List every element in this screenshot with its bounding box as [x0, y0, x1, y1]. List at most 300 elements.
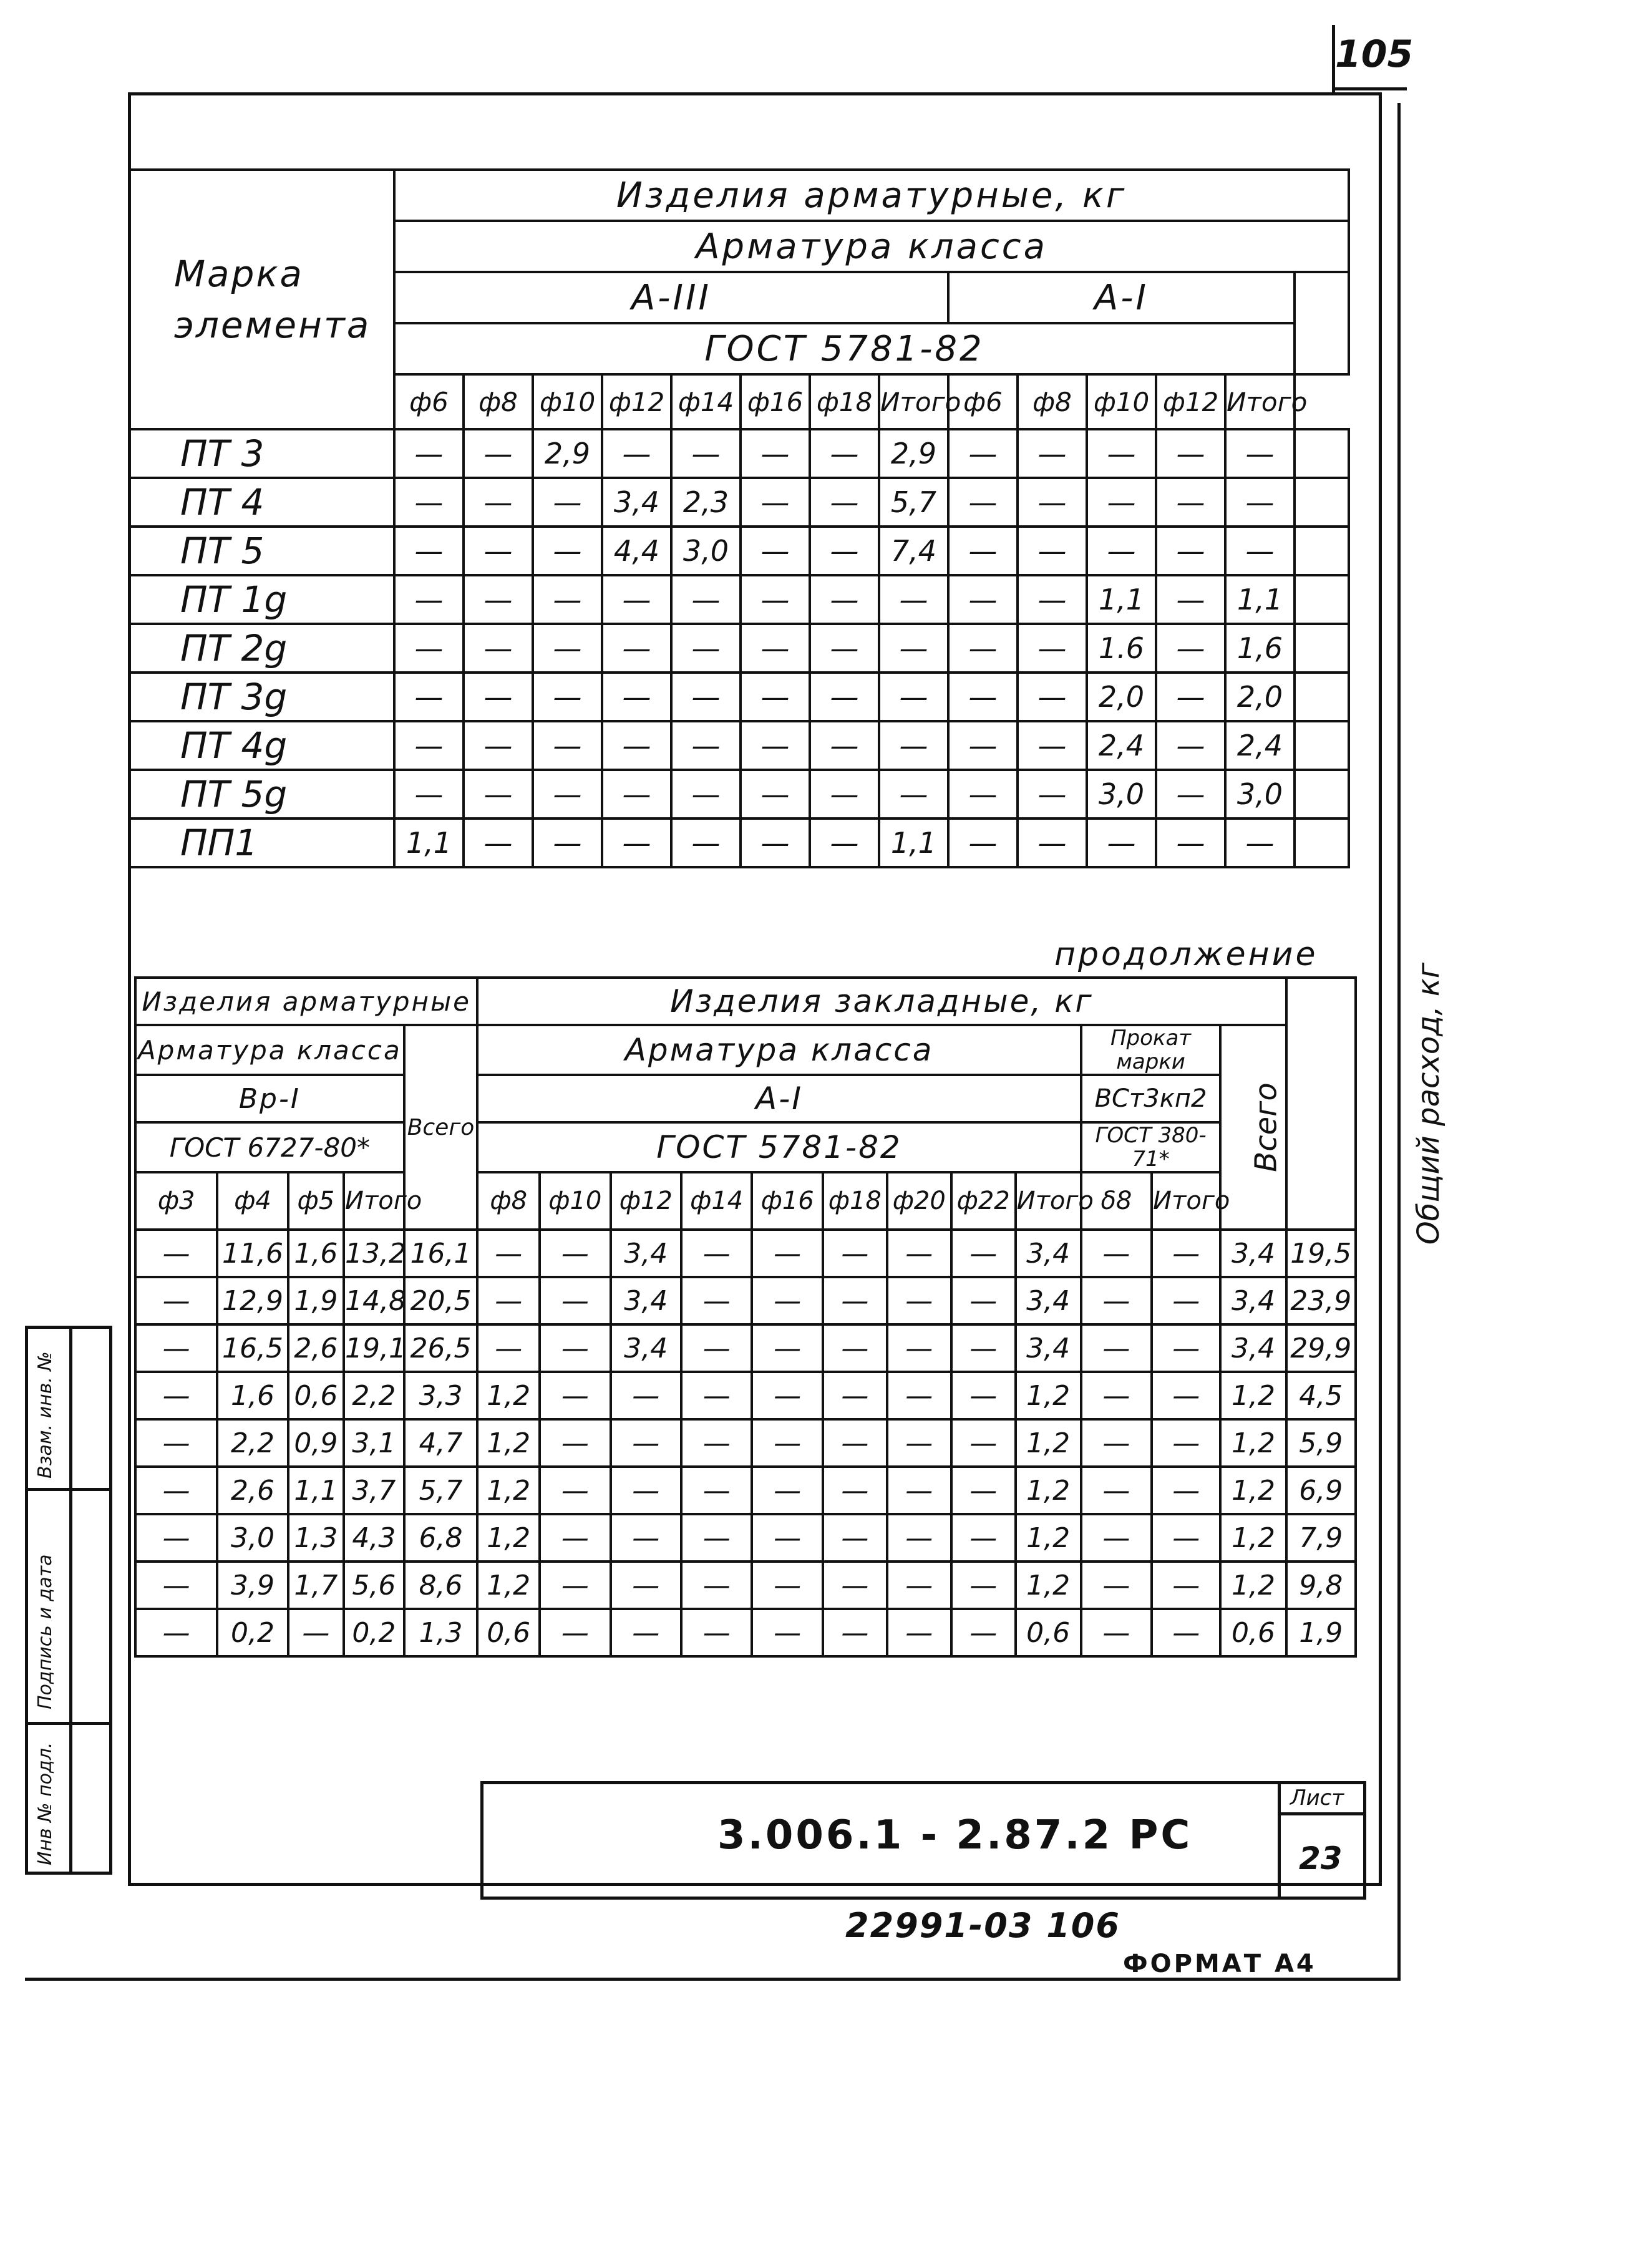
table-cell: — — [887, 1609, 951, 1656]
table-cell: — — [823, 1277, 887, 1324]
table-cell: — — [752, 1467, 822, 1514]
table-cell: 1,2 — [1220, 1467, 1286, 1514]
sheet-number: 23 — [1299, 1840, 1343, 1877]
table-cell: 1,7 — [288, 1562, 344, 1609]
table-cell: — — [394, 575, 464, 624]
sheet-label-divider — [1278, 1812, 1366, 1815]
diameter-cell: ф14 — [671, 374, 741, 429]
diameter-cell: ф8 — [477, 1172, 540, 1230]
table-cell: — — [1018, 624, 1087, 673]
table-cell: 1,6 — [217, 1372, 288, 1419]
prokat-gost: ГОСТ 380-71* — [1081, 1122, 1221, 1172]
table-cell: 2,0 — [1225, 673, 1295, 721]
table-cell: 2,6 — [217, 1467, 288, 1514]
element-mark: ПТ 4 — [129, 478, 394, 527]
table-row — [135, 1467, 1356, 1514]
table-cell: — — [394, 770, 464, 818]
table-cell: 2,6 — [288, 1324, 344, 1372]
table-cell: — — [135, 1324, 217, 1372]
sheet-label: Лист — [1290, 1785, 1344, 1810]
table-cell: — — [823, 1609, 887, 1656]
table-cell: 1,1 — [1087, 575, 1156, 624]
table-cell: — — [540, 1230, 610, 1277]
table-cell: — — [752, 1372, 822, 1419]
table-row — [129, 721, 1349, 770]
table-cell: 26,5 — [404, 1324, 478, 1372]
table-cell: — — [602, 818, 671, 867]
table-cell: — — [681, 1562, 752, 1609]
table-cell: — — [681, 1514, 752, 1562]
table-cell: — — [1087, 478, 1156, 527]
right-title: Изделия закладные, кг — [477, 978, 1286, 1025]
table-cell: — — [540, 1324, 610, 1372]
continuation-label: продолжение — [1054, 936, 1318, 973]
reinforcement-table — [128, 168, 1350, 868]
table-cell: 1,3 — [404, 1609, 478, 1656]
table-cell: 20,5 — [404, 1277, 478, 1324]
table-cell: — — [951, 1609, 1016, 1656]
group-a3: А-III — [394, 272, 948, 323]
table-cell: — — [1081, 1277, 1152, 1324]
table-cell: 3,4 — [1016, 1277, 1081, 1324]
element-mark: ПТ 1g — [129, 575, 394, 624]
table-cell: 1,2 — [1016, 1372, 1081, 1419]
table-cell: 1,6 — [1225, 624, 1295, 673]
table-cell: 2,4 — [1225, 721, 1295, 770]
table-cell: — — [681, 1467, 752, 1514]
page-number: 105 — [1335, 32, 1414, 76]
table-cell: — — [1152, 1562, 1220, 1609]
table-cell: — — [533, 575, 602, 624]
table-cell: 1,1 — [394, 818, 464, 867]
table-cell: — — [671, 818, 741, 867]
table-cell: — — [1081, 1230, 1152, 1277]
diameter-cell: ф12 — [611, 1172, 681, 1230]
table-cell: — — [879, 673, 948, 721]
table-cell: — — [752, 1277, 822, 1324]
table-cell: — — [887, 1230, 951, 1277]
table-cell: — — [948, 575, 1018, 624]
table-cell: — — [681, 1372, 752, 1419]
table-cell: 3,4 — [1220, 1277, 1286, 1324]
table-cell: 3,4 — [611, 1277, 681, 1324]
table-cell: — — [1081, 1372, 1152, 1419]
table-cell: — — [611, 1514, 681, 1562]
table-cell: — — [879, 624, 948, 673]
table-cell: 2,0 — [1087, 673, 1156, 721]
diameter-cell: Итого — [879, 374, 948, 429]
table-cell: — — [1152, 1324, 1220, 1372]
table-cell: — — [1156, 527, 1225, 575]
table-cell: 1,2 — [477, 1372, 540, 1419]
table-cell: — — [540, 1372, 610, 1419]
table-cell: — — [741, 575, 810, 624]
table-cell: — — [948, 527, 1018, 575]
table-cell: 16,5 — [217, 1324, 288, 1372]
table-cell: 5,9 — [1286, 1419, 1356, 1467]
table-cell: 19,1 — [344, 1324, 404, 1372]
page-number-underline — [1332, 87, 1407, 90]
table-cell: 1,2 — [1220, 1514, 1286, 1562]
table-cell: — — [948, 818, 1018, 867]
table-cell: — — [823, 1419, 887, 1467]
table-cell: — — [540, 1277, 610, 1324]
element-mark: ПТ 2g — [129, 624, 394, 673]
table-cell: 6,9 — [1286, 1467, 1356, 1514]
table-cell: — — [741, 721, 810, 770]
table-cell: — — [394, 624, 464, 673]
table-cell: — — [540, 1467, 610, 1514]
table-cell: — — [887, 1467, 951, 1514]
table-cell: — — [533, 818, 602, 867]
table-cell: — — [540, 1419, 610, 1467]
table-cell: — — [810, 575, 879, 624]
table-cell: — — [135, 1514, 217, 1562]
table-cell: — — [464, 575, 533, 624]
table-cell: — — [602, 624, 671, 673]
table-row — [129, 818, 1349, 867]
table-cell: 6,8 — [404, 1514, 478, 1562]
diameter-cell: ф12 — [1156, 374, 1225, 429]
table-row — [135, 1419, 1356, 1467]
table-cell: — — [135, 1277, 217, 1324]
table-cell: — — [540, 1562, 610, 1609]
table-cell: — — [135, 1467, 217, 1514]
table-cell: — — [602, 770, 671, 818]
left-title: Изделия арматурные — [135, 978, 477, 1025]
table-cell: — — [951, 1230, 1016, 1277]
table-cell: 2,2 — [217, 1419, 288, 1467]
table-cell: — — [1081, 1419, 1152, 1467]
table-cell: 12,9 — [217, 1277, 288, 1324]
table-cell: 3,4 — [611, 1324, 681, 1372]
table-cell: 4,7 — [404, 1419, 478, 1467]
table-cell: — — [879, 575, 948, 624]
table-cell: — — [1018, 673, 1087, 721]
diameter-cell: ф4 — [217, 1172, 288, 1230]
table-cell: — — [823, 1372, 887, 1419]
table-cell: — — [887, 1562, 951, 1609]
table-cell: — — [1018, 478, 1087, 527]
table-row — [129, 527, 1349, 575]
table-cell: — — [1156, 575, 1225, 624]
table-cell: — — [879, 721, 948, 770]
table-cell: 29,9 — [1286, 1324, 1356, 1372]
diameter-cell: Итого — [1016, 1172, 1081, 1230]
table-cell: — — [671, 624, 741, 673]
diameter-cell: ф18 — [810, 374, 879, 429]
table-cell: — — [752, 1514, 822, 1562]
table-cell: — — [810, 527, 879, 575]
table-cell: — — [752, 1419, 822, 1467]
table-cell: — — [1018, 575, 1087, 624]
table-cell: — — [1081, 1562, 1152, 1609]
table-cell: — — [477, 1324, 540, 1372]
table-cell: — — [951, 1514, 1016, 1562]
empty-cell — [1295, 429, 1349, 478]
table-cell: — — [602, 429, 671, 478]
side-label-vzam: Взам. инв. № — [34, 1351, 56, 1479]
table-cell: 16,1 — [404, 1230, 478, 1277]
table-cell: — — [951, 1372, 1016, 1419]
table-cell: 4,4 — [602, 527, 671, 575]
table-cell: 9,8 — [1286, 1562, 1356, 1609]
table-cell: — — [533, 624, 602, 673]
vsego-right: Всего — [1220, 1025, 1286, 1230]
table-cell: — — [464, 721, 533, 770]
table-cell: 1,6 — [288, 1230, 344, 1277]
table-cell: — — [887, 1324, 951, 1372]
right-group: А-I — [477, 1075, 1081, 1122]
table-cell: 1,2 — [1220, 1562, 1286, 1609]
title-block-divider — [1278, 1781, 1281, 1900]
table-cell: — — [741, 478, 810, 527]
table-row — [129, 478, 1349, 527]
left-group: Вр-I — [135, 1075, 404, 1122]
table-cell: 11,6 — [217, 1230, 288, 1277]
table-cell: — — [533, 478, 602, 527]
table-cell: — — [1156, 478, 1225, 527]
table-cell: — — [394, 527, 464, 575]
diameter-cell: Итого — [1225, 374, 1295, 429]
table-cell: 0,6 — [288, 1372, 344, 1419]
table-cell: 0,6 — [1016, 1609, 1081, 1656]
table-cell: 5,7 — [879, 478, 948, 527]
table-cell: — — [611, 1562, 681, 1609]
table-cell: — — [887, 1277, 951, 1324]
table-row — [129, 429, 1349, 478]
table-row — [135, 1372, 1356, 1419]
table-cell: 0,2 — [217, 1609, 288, 1656]
table-cell: — — [464, 770, 533, 818]
table-cell: — — [681, 1324, 752, 1372]
diameter-cell: ф14 — [681, 1172, 752, 1230]
table-cell: — — [477, 1230, 540, 1277]
table-row — [135, 1609, 1356, 1656]
table-cell: — — [887, 1419, 951, 1467]
table-cell: — — [810, 673, 879, 721]
table-cell: — — [464, 478, 533, 527]
table-cell: — — [540, 1514, 610, 1562]
table-cell: — — [810, 818, 879, 867]
table-cell: — — [135, 1562, 217, 1609]
table-cell: — — [1225, 429, 1295, 478]
table-cell: — — [741, 624, 810, 673]
right-class: Арматура класса — [477, 1025, 1081, 1075]
table-cell: — — [1225, 818, 1295, 867]
table-cell: — — [533, 721, 602, 770]
table-cell: — — [464, 429, 533, 478]
empty-cell — [1295, 770, 1349, 818]
table-cell: 3,0 — [1225, 770, 1295, 818]
prokat-mark: ВСт3кп2 — [1081, 1075, 1221, 1122]
table-cell: — — [1018, 818, 1087, 867]
table-cell: — — [288, 1609, 344, 1656]
empty-cell — [1295, 818, 1349, 867]
table-cell: 3,9 — [217, 1562, 288, 1609]
table-cell: — — [1081, 1514, 1152, 1562]
table-cell: — — [951, 1467, 1016, 1514]
table-cell: — — [135, 1372, 217, 1419]
table-cell: 1,3 — [288, 1514, 344, 1562]
diameter-cell: Итого — [1152, 1172, 1220, 1230]
diameter-cell: ф3 — [135, 1172, 217, 1230]
diameter-cell: ф20 — [887, 1172, 951, 1230]
table-cell: — — [948, 478, 1018, 527]
table-cell: 3,0 — [671, 527, 741, 575]
empty-cell — [1295, 575, 1349, 624]
table-cell: — — [681, 1609, 752, 1656]
table-cell: — — [1152, 1230, 1220, 1277]
table-cell: 2,3 — [671, 478, 741, 527]
table-cell: — — [394, 721, 464, 770]
table-cell: — — [887, 1372, 951, 1419]
table-cell: 8,6 — [404, 1562, 478, 1609]
table-cell: 2,4 — [1087, 721, 1156, 770]
diameter-cell: ф6 — [394, 374, 464, 429]
side-label-inv-podl: Инв № подл. — [34, 1742, 56, 1865]
table-cell: — — [1018, 770, 1087, 818]
table-cell: — — [1156, 770, 1225, 818]
table-cell: — — [533, 673, 602, 721]
table-cell: 5,6 — [344, 1562, 404, 1609]
table-cell: 3,4 — [1220, 1324, 1286, 1372]
table-row — [135, 1230, 1356, 1277]
table-cell: 2,9 — [879, 429, 948, 478]
table-cell: 23,9 — [1286, 1277, 1356, 1324]
table-cell: 4,3 — [344, 1514, 404, 1562]
table-cell: — — [810, 429, 879, 478]
diameter-cell: ф10 — [1087, 374, 1156, 429]
table-cell: — — [1156, 721, 1225, 770]
reinforcement-table-body — [129, 429, 1349, 867]
element-mark: ПТ 5g — [129, 770, 394, 818]
table-cell: — — [951, 1324, 1016, 1372]
table-cell: 0,6 — [477, 1609, 540, 1656]
element-mark: ПП1 — [129, 818, 394, 867]
table-cell: 1,9 — [1286, 1609, 1356, 1656]
table-cell: — — [951, 1419, 1016, 1467]
diameter-cell: ф22 — [951, 1172, 1016, 1230]
diameter-cell: ф10 — [540, 1172, 610, 1230]
table-cell: 1.6 — [1087, 624, 1156, 673]
side-strip-divider — [69, 1329, 72, 1872]
side-strip-sep-2 — [28, 1722, 109, 1725]
table-cell: — — [611, 1419, 681, 1467]
table-cell: 3,0 — [217, 1514, 288, 1562]
prokat-title: Прокат марки — [1081, 1025, 1221, 1075]
table-cell: 7,9 — [1286, 1514, 1356, 1562]
table-cell: 14,8 — [344, 1277, 404, 1324]
table-cell: 1,2 — [477, 1467, 540, 1514]
table-cell: — — [394, 478, 464, 527]
table-cell: 1,2 — [477, 1562, 540, 1609]
table-row — [135, 1514, 1356, 1562]
table-cell: — — [823, 1562, 887, 1609]
table-cell: — — [135, 1609, 217, 1656]
left-gost: ГОСТ 6727-80* — [135, 1122, 404, 1172]
empty-header-cell — [1295, 272, 1349, 374]
table-cell: 13,2 — [344, 1230, 404, 1277]
table-cell: — — [602, 575, 671, 624]
table-row — [135, 1562, 1356, 1609]
table-cell: — — [810, 721, 879, 770]
table-cell: — — [1081, 1467, 1152, 1514]
table-cell: 3,1 — [344, 1419, 404, 1467]
table-cell: — — [1081, 1324, 1152, 1372]
table-cell: — — [810, 770, 879, 818]
table-cell: 3,4 — [602, 478, 671, 527]
empty-cell — [1295, 527, 1349, 575]
element-mark: ПТ 3g — [129, 673, 394, 721]
table-cell: — — [611, 1467, 681, 1514]
table-cell: 1,1 — [1225, 575, 1295, 624]
table-cell: — — [477, 1277, 540, 1324]
element-mark: ПТ 4g — [129, 721, 394, 770]
table-cell: — — [951, 1277, 1016, 1324]
embedded-parts-table-body — [135, 1230, 1356, 1656]
table-cell: 3,4 — [611, 1230, 681, 1277]
diameter-cell: ф12 — [602, 374, 671, 429]
side-strip-sep-1 — [28, 1488, 109, 1491]
table-cell: — — [540, 1609, 610, 1656]
table-cell: — — [681, 1230, 752, 1277]
table-cell: — — [810, 624, 879, 673]
total-header: Общий расход, кг — [1286, 978, 1356, 1230]
table-cell: — — [948, 429, 1018, 478]
table-cell: 1,1 — [879, 818, 948, 867]
table-cell: — — [671, 770, 741, 818]
table-cell: — — [394, 429, 464, 478]
table-cell: 2,9 — [533, 429, 602, 478]
table-cell: — — [1225, 527, 1295, 575]
vsego-left: Всего — [404, 1025, 478, 1230]
document-code: 3.006.1 - 2.87.2 РС — [717, 1812, 1193, 1858]
table-cell: — — [464, 673, 533, 721]
table-cell: — — [135, 1419, 217, 1467]
table-row — [129, 624, 1349, 673]
group-a1: А-I — [948, 272, 1295, 323]
embedded-parts-table — [134, 962, 1446, 1658]
table-cell: — — [464, 624, 533, 673]
table-cell: 19,5 — [1286, 1230, 1356, 1277]
table-cell: — — [879, 770, 948, 818]
table-cell: — — [1152, 1609, 1220, 1656]
table-cell: — — [1152, 1419, 1220, 1467]
table-cell: — — [752, 1230, 822, 1277]
table-cell: — — [823, 1514, 887, 1562]
table-row — [135, 1277, 1356, 1324]
header-class: Арматура класса — [394, 221, 1349, 272]
table-cell: — — [948, 673, 1018, 721]
table-cell: — — [1018, 721, 1087, 770]
left-class: Арматура класса — [135, 1025, 404, 1075]
table-cell: 3,4 — [1016, 1230, 1081, 1277]
page-number-divider — [1332, 25, 1335, 94]
table-cell: — — [602, 721, 671, 770]
gost-header: ГОСТ 5781-82 — [394, 323, 1295, 374]
table-cell: — — [1156, 624, 1225, 673]
table-cell: — — [1087, 818, 1156, 867]
diameter-cell: ф5 — [288, 1172, 344, 1230]
diameter-cell: δ8 — [1081, 1172, 1152, 1230]
table-cell: — — [394, 673, 464, 721]
table-cell: — — [671, 721, 741, 770]
diameter-cell: ф8 — [464, 374, 533, 429]
table-cell: — — [823, 1230, 887, 1277]
diameter-cell: ф16 — [741, 374, 810, 429]
table-cell: — — [823, 1467, 887, 1514]
